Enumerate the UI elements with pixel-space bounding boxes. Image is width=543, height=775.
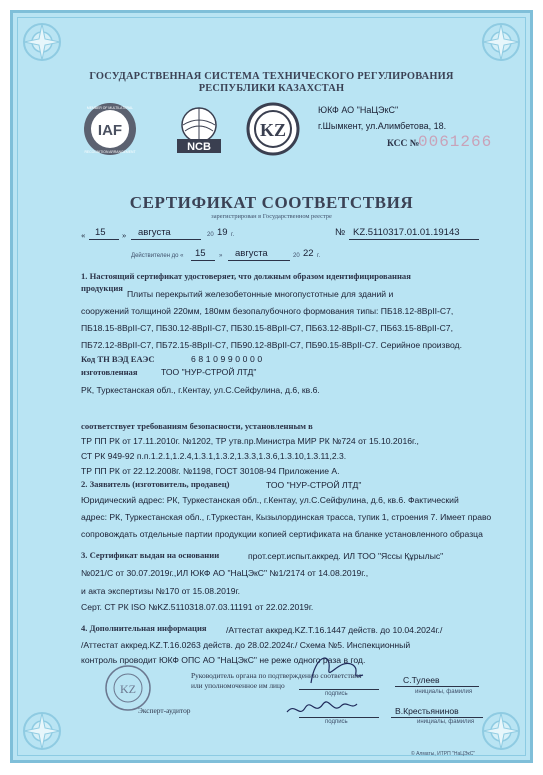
head-name-line: [395, 686, 479, 687]
corner-ornament-icon: [19, 19, 65, 65]
applicant-value: ТОО "НУР-СТРОЙ ЛТД": [266, 480, 362, 490]
applicant-line-2: адрес: РК, Туркестанская обл., г.Туркестан, Кызылординская трасса, тупик 1, строения 7. Имеет право: [81, 512, 492, 522]
expert-name-caption: инициалы, фамилия: [417, 719, 475, 725]
info-line-1: /Аттестат аккред.KZ.T.16.0263 действ. до 28.02.2024г./ Схема №5. Инспекционный: [81, 640, 411, 650]
head-label-1: Руководитель органа по подтверждению соответствия: [191, 671, 362, 680]
iaf-ring-bottom-text: RECOGNITION ARRANGEMENT: [84, 150, 136, 154]
valid-year-prefix: 20: [293, 253, 300, 259]
kss-number: 0061266: [418, 133, 493, 151]
maker-value: ТОО "НУР-СТРОЙ ЛТД": [161, 367, 257, 377]
reg-number-line: [349, 239, 479, 240]
issued-year: 19: [217, 227, 228, 238]
product-label: продукция: [81, 283, 123, 293]
basis-line-0: прот.серт.испыт.аккред. ИЛ ТОО "Яссы Құрылыс": [248, 551, 444, 561]
certificate-title: СЕРТИФИКАТ СООТВЕТСТВИЯ: [129, 193, 414, 212]
valid-quote-close: »: [219, 253, 223, 259]
iaf-ring-top-text: MEMBER OF MULTILATERAL: [86, 106, 134, 110]
iaf-logo-icon: [81, 101, 139, 157]
stamp-text: KZ: [120, 682, 136, 696]
requirements-line-3: ТР ПП РК от 22.12.2008г. №1198, ГОСТ 30108-94 Приложение А.: [81, 466, 340, 476]
issued-day: 15: [95, 227, 106, 238]
head-signature-icon: [301, 645, 371, 689]
expert-name-line: [391, 717, 483, 718]
requirements-line-1: ТР ПП РК от 17.11.2010г. №1202, ТР утв.пр.Министра МИР РК №724 от 15.10.2016г.,: [81, 436, 419, 446]
expert-signature-icon: [281, 688, 361, 722]
section4-label: 4. Дополнительная информация: [81, 623, 207, 633]
applicant-line-1: Юридический адрес: РК, Туркестанская обл., г.Кентау, ул.С.Сейфулина, д.6, кв.6. Фактический: [81, 495, 459, 505]
corner-ornament-icon: [19, 708, 65, 754]
head-label-2: или уполномоченное им лицо: [191, 681, 285, 690]
product-line-1: Плиты перекрытий железобетонные многопустотные для зданий и: [127, 289, 394, 299]
issuer-address: г.Шымкент, ул.Алимбетова, 18.: [318, 121, 447, 131]
issuer-org: ЮКФ АО "НаЦЭкС": [318, 105, 399, 115]
iaf-logo-text: IAF: [97, 122, 123, 139]
applicant-line-3: сопровождать отдельные партии продукции копией сертификата на бланке установленного образца: [81, 529, 483, 539]
valid-month-line: [228, 260, 290, 261]
maker-label: изготовленная: [81, 367, 138, 377]
corner-ornament-icon: [478, 19, 524, 65]
section1-label: 1. Настоящий сертификат удостоверяет, что должным образом идентифицированная: [81, 271, 411, 281]
valid-year: 22: [303, 248, 314, 259]
requirements-line-2: СТ РК 949-92 п.п.1.2.1,1.2.4,1.3.1,1.3.2,1.3.3,1.3.6,1.3.10,1.3.11,2.3.: [81, 451, 347, 461]
section3-label: 3. Сертификат выдан на основании: [81, 550, 220, 560]
product-line-2: сооружений толщиной 220мм, 180мм безопалубочного формования типы: ПБ18.12-8ВрII-С7,: [81, 306, 454, 316]
certificate: [10, 10, 533, 763]
printer-footer: © Алматы, ИТРП "НаЦЭкС": [411, 751, 476, 757]
head-sign-caption: подпись: [325, 691, 348, 697]
issued-quote-close: »: [122, 230, 127, 240]
code-label: Код ТН ВЭД ЕАЭС: [81, 354, 155, 364]
ncb-logo-icon: [171, 101, 227, 157]
issued-year-prefix: 20: [207, 232, 214, 238]
issued-month-line: [131, 239, 201, 240]
product-line-4: ПБ72.12-8ВрII-С7, ПБ72.15-8ВрII-С7, ПБ90.12-8ВрII-С7, ПБ90.15-8ВрII-С7. Серийное производ.: [81, 340, 462, 350]
expert-sign-caption: подпись: [325, 719, 348, 725]
expert-label: Эксперт-аудитор: [138, 706, 191, 715]
section2-label: 2. Заявитель (изготовитель, продавец): [81, 479, 230, 489]
issued-day-line: [89, 239, 119, 240]
header-line-1: ГОСУДАРСТВЕННАЯ СИСТЕМА ТЕХНИЧЕСКОГО РЕГУЛИРОВАНИЯ: [89, 71, 454, 82]
maker-address: РК, Туркестанская обл., г.Кентау, ул.С.Сейфулина, д.6, кв.6.: [81, 385, 320, 395]
valid-month: августа: [235, 248, 268, 259]
issued-year-suffix: г.: [231, 232, 235, 238]
head-name-caption: инициалы, фамилия: [415, 689, 473, 695]
product-line-3: ПБ18.15-8ВрII-С7, ПБ30.12-8ВрII-С7, ПБ30.15-8ВрII-С7, ПБ63.12-8ВрII-С7, ПБ63.15-8ВрII-С7,: [81, 323, 453, 333]
requirements-label: соответствует требованиям безопасности, установленным в: [81, 421, 313, 431]
kz-conformity-logo-icon: [245, 101, 301, 157]
expert-name: В.Крестьянинов: [395, 706, 459, 716]
kz-logo-text: KZ: [259, 120, 287, 140]
reg-number-label: №: [335, 227, 346, 238]
header-line-2: РЕСПУБЛИКИ КАЗАХСТАН: [198, 83, 345, 94]
basis-line-1: №021/С от 30.07.2019г.,ИЛ ЮКФ АО "НаЦЭкС" №1/2174 от 14.08.2019г.,: [81, 568, 369, 578]
ncb-logo-text: NCB: [187, 141, 211, 153]
issued-month: августа: [138, 227, 171, 238]
valid-day-line: [191, 260, 215, 261]
code-value: 6810990000: [191, 354, 265, 364]
basis-line-2: и акта экспертизы №170 от 15.08.2019г.: [81, 586, 240, 596]
certificate-subtitle: зарегистрирован в Государственном реестре: [211, 213, 332, 220]
valid-year-suffix: г.: [317, 253, 321, 259]
info-line-2: контроль проводит ЮКФ ОПС АО "НаЦЭкС" не реже одного раза в год.: [81, 655, 366, 665]
valid-day: 15: [195, 248, 206, 259]
kss-label: КСС №: [387, 139, 420, 149]
valid-until-label: Действителен до «: [131, 253, 184, 259]
head-name: С.Тулеев: [403, 675, 440, 685]
issued-quote-open: «: [81, 230, 86, 240]
reg-number: KZ.5110317.01.01.19143: [353, 227, 460, 238]
corner-ornament-icon: [478, 708, 524, 754]
basis-line-3: Серт. СТ РК ISO №KZ.5110318.07.03.11191 от 22.02.2019г.: [81, 602, 314, 612]
info-line-0: /Аттестат аккред.KZ.T.16.1447 действ. до 10.04.2024г./: [226, 625, 443, 635]
